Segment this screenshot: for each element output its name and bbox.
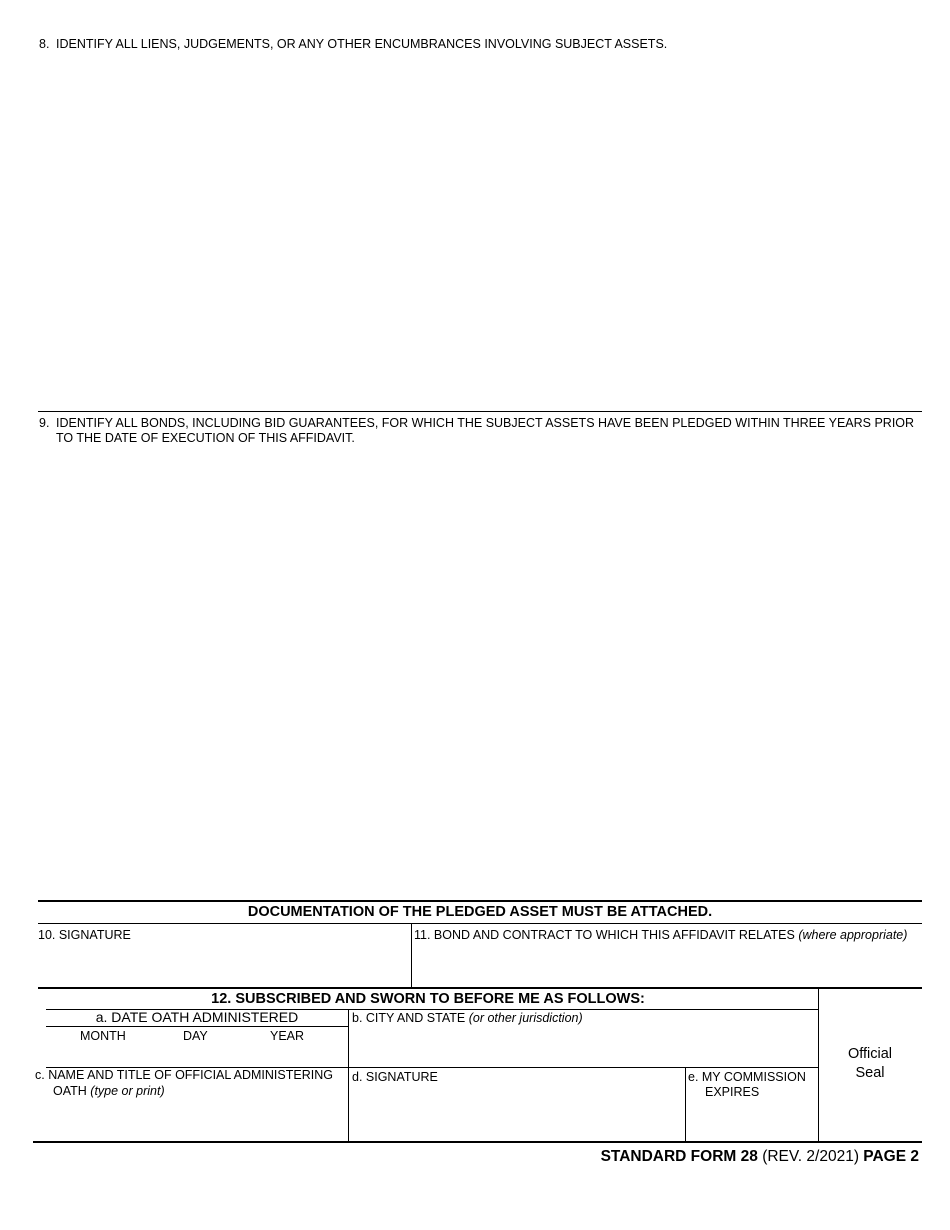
item-12e-divider (685, 1067, 686, 1142)
item-12a-rule (46, 1026, 348, 1027)
item-12e-label-line2: EXPIRES (705, 1085, 760, 1099)
official-name-title-field[interactable] (38, 1102, 346, 1140)
item-12b-label-text: b. CITY AND STATE (352, 1011, 466, 1025)
official-signature-field[interactable] (352, 1086, 682, 1140)
item-11-label-text: 11. BOND AND CONTRACT TO WHICH THIS AFFIDAVIT RELATES (414, 928, 795, 942)
documentation-notice: DOCUMENTATION OF THE PLEDGED ASSET MUST BE ATTACHED. (247, 904, 713, 920)
city-state-field[interactable] (352, 1027, 816, 1065)
item-8-label: IDENTIFY ALL LIENS, JUDGEMENTS, OR ANY OTHER ENCUMBRANCES INVOLVING SUBJECT ASSETS. (56, 37, 668, 51)
item-12d-label: d. SIGNATURE (352, 1070, 438, 1084)
seal-line-2: Seal (855, 1065, 885, 1081)
date-oath-field[interactable] (46, 1044, 346, 1066)
day-label: DAY (183, 1029, 208, 1043)
item-9-label-line1: IDENTIFY ALL BONDS, INCLUDING BID GUARANTEES, FOR WHICH THE SUBJECT ASSETS HAVE BEEN PLEDGED WITHIN THREE YEARS PRIOR (56, 416, 915, 430)
item-10-signature-field[interactable] (38, 944, 410, 986)
year-label: YEAR (270, 1029, 305, 1043)
item-8-number: 8. (39, 37, 50, 51)
item-8-answer-area[interactable] (38, 56, 922, 406)
item-11-field[interactable] (414, 944, 920, 986)
official-seal-area (819, 1045, 921, 1083)
item-9-answer-area[interactable] (38, 450, 922, 895)
item-9-label-line2: TO THE DATE OF EXECUTION OF THIS AFFIDAVIT. (56, 431, 355, 445)
item-10-11-divider (411, 923, 412, 988)
item-12-left-divider (348, 1009, 349, 1142)
item-12c-label-line2 (53, 1084, 165, 1099)
item-11-qualifier: (where appropriate) (798, 928, 908, 942)
form-footer (601, 1147, 919, 1166)
item-9-top-rule (38, 411, 922, 412)
footer-revision: (REV. 2/2021) (762, 1148, 859, 1165)
documentation-top-rule (38, 900, 922, 902)
month-label: MONTH (80, 1029, 126, 1043)
seal-line-1: Official (847, 1046, 893, 1062)
item-11-label (414, 928, 907, 943)
item-12b-qualifier: (or other jurisdiction) (468, 1011, 583, 1025)
item-12c-label-line1: c. NAME AND TITLE OF OFFICIAL ADMINISTERING (35, 1068, 333, 1082)
footer-form-name: STANDARD FORM 28 (600, 1148, 758, 1165)
item-12-top-rule (38, 987, 922, 989)
item-12b-label (352, 1011, 583, 1026)
item-12-heading: 12. SUBSCRIBED AND SWORN TO BEFORE ME AS FOLLOWS: (211, 991, 645, 1007)
item-12e-label-line1: e. MY COMMISSION (688, 1070, 806, 1084)
commission-expires-field[interactable] (688, 1102, 816, 1140)
form-bottom-rule (33, 1141, 922, 1143)
documentation-bottom-rule (38, 923, 922, 924)
footer-page-number: PAGE 2 (863, 1148, 919, 1165)
item-9-number: 9. (39, 416, 50, 430)
item-10-label: 10. SIGNATURE (38, 928, 131, 942)
item-12c-qualifier: (type or print) (90, 1084, 165, 1098)
item-12a-label: a. DATE OATH ADMINISTERED (95, 1009, 299, 1025)
item-12c-oath-text: OATH (53, 1084, 87, 1098)
